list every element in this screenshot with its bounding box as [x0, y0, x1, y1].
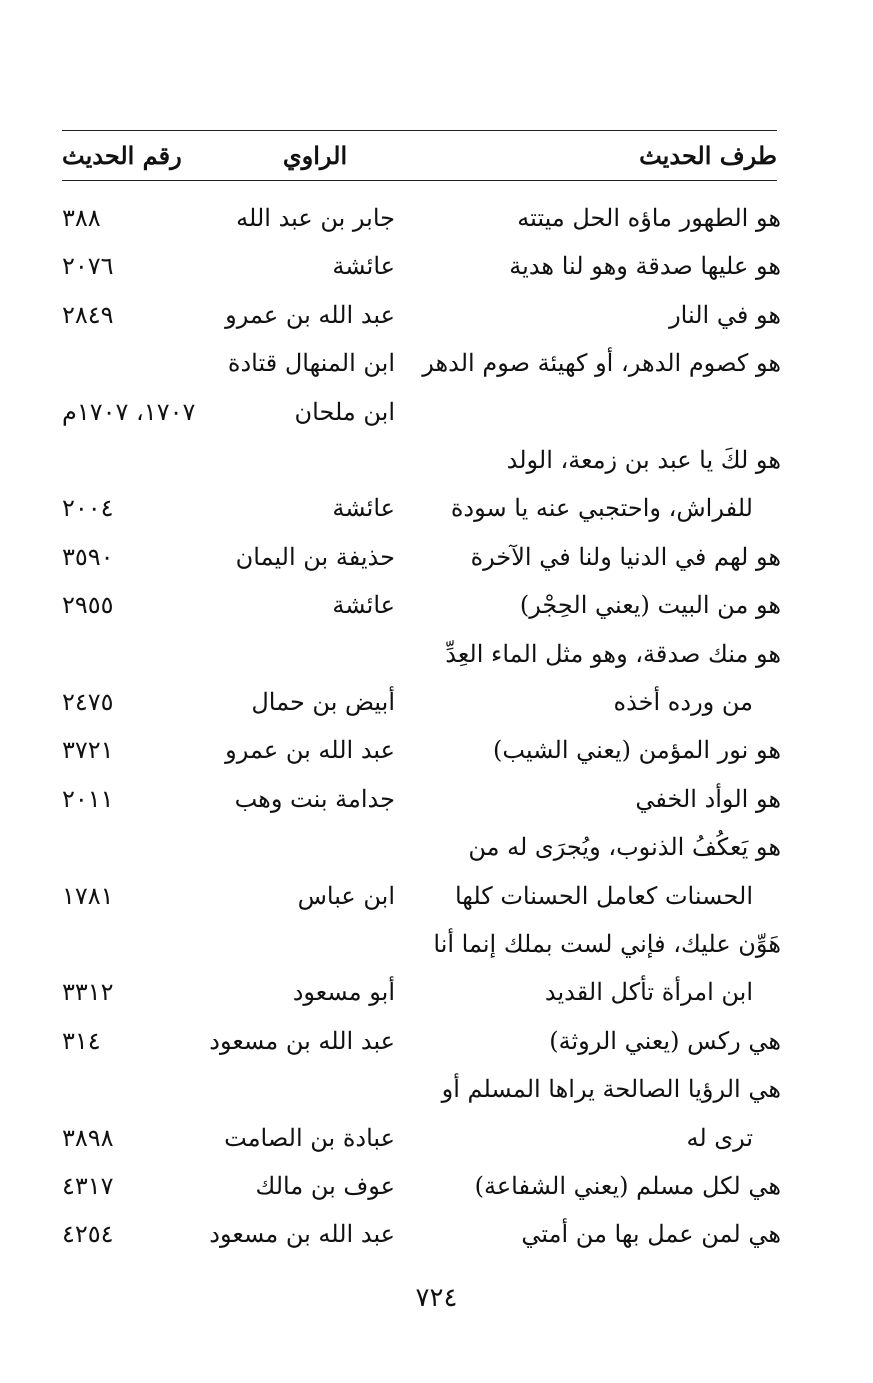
hadith-number: ٣٨٨ [62, 204, 101, 232]
table-row [0, 775, 873, 823]
table-row [0, 1017, 873, 1065]
hadith-number [62, 920, 232, 968]
hadith-number [62, 1065, 232, 1113]
hadith-number: ٣٥٩٠ [62, 542, 114, 571]
hadith-number [62, 823, 232, 871]
narrator-name: عبادة بن الصامت [224, 1123, 395, 1152]
narrator-name: عائشة [332, 591, 395, 620]
hadith-number [62, 436, 232, 484]
narrator-name: عوف بن مالك [255, 1172, 395, 1200]
hadith-text: هو في النار [669, 300, 781, 329]
hadith-text: هي لكل مسلم (يعني الشفاعة) [474, 1172, 781, 1200]
hadith-text: هو عليها صدقة وهو لنا هدية [509, 252, 781, 281]
narrator-name: أبيض بن حمال [251, 688, 395, 716]
narrator-name: عبد الله بن مسعود [209, 1220, 395, 1249]
table-row [0, 1065, 873, 1113]
table-row [0, 291, 873, 339]
page-number: ٧٢٤ [415, 1283, 458, 1313]
narrator-name: عائشة [332, 494, 395, 523]
table-row [0, 630, 873, 678]
hadith-number [62, 630, 232, 678]
hadith-text: للفراش، واحتجبي عنه يا سودة [450, 494, 753, 523]
hadith-text: الحسنات كعامل الحسنات كلها [454, 881, 753, 910]
narrator-name: عبد الله بن عمرو [225, 736, 395, 765]
header-top-rule [62, 130, 777, 131]
table-row [0, 533, 873, 581]
hadith-text: هو يَعكُفُ الذنوب، ويُجرَى له من [468, 833, 781, 862]
hadith-text: هي ركس (يعني الروثة) [549, 1026, 781, 1055]
narrator-name: عبد الله بن عمرو [225, 300, 395, 329]
hadith-text: هو نور المؤمن (يعني الشيب) [492, 736, 781, 765]
hadith-number: ٣٧٢١ [62, 736, 114, 765]
hadith-text: من ورده أخذه [613, 688, 753, 716]
narrator-name: ابن ملحان [294, 397, 395, 426]
hadith-text: هو الوأد الخفي [635, 784, 781, 813]
header-bottom-rule [62, 180, 777, 181]
hadith-text: هو من البيت (يعني الحِجْر) [519, 591, 781, 620]
hadith-text: ابن امرأة تأكل القديد [544, 978, 753, 1007]
narrator-name: ابن المنهال قتادة [227, 349, 395, 378]
hadith-number: ٢٨٤٩ [62, 300, 114, 329]
hadith-number: ٢٩٥٥ [62, 591, 114, 620]
hadith-text: هو لكَ يا عبد بن زمعة، الولد [506, 446, 781, 474]
hadith-number: ١٧٨١ [62, 881, 114, 910]
narrator-name: ابن عباس [297, 881, 395, 910]
hadith-text: هو الطهور ماؤه الحل ميتته [517, 204, 781, 232]
hadith-number [62, 339, 232, 387]
table-row [0, 436, 873, 484]
hadith-text: هَوِّن عليك، فإني لست بملك إنما أنا [433, 930, 781, 958]
table-row [0, 1210, 873, 1258]
table-row [0, 968, 873, 1016]
narrator-name: أبو مسعود [292, 978, 395, 1007]
hadith-text: هو كصوم الدهر، أو كهيئة صوم الدهر [422, 349, 781, 378]
table-row [0, 339, 873, 387]
hadith-text: هو لهم في الدنيا ولنا في الآخرة [470, 542, 781, 571]
narrator-name: عبد الله بن مسعود [209, 1026, 395, 1055]
hadith-number: ٢٠٧٦ [62, 252, 114, 281]
hadith-number: ٢٠٠٤ [62, 494, 114, 523]
hadith-text: هو منك صدقة، وهو مثل الماء العِدِّ [445, 639, 781, 668]
hadith-number: ٤٣١٧ [62, 1172, 114, 1200]
column-header-narrator: الراوي [282, 141, 348, 170]
narrator-name: حذيفة بن اليمان [235, 542, 395, 571]
table-row [0, 388, 873, 436]
hadith-number: ٣٣١٢ [62, 978, 114, 1007]
table-row [0, 581, 873, 629]
table-row [0, 1114, 873, 1162]
hadith-number: ٤٢٥٤ [62, 1220, 114, 1249]
narrator-name: جدامة بنت وهب [234, 784, 395, 813]
table-row [0, 678, 873, 726]
hadith-text: هي لمن عمل بها من أمتي [521, 1220, 781, 1249]
column-header-number: رقم الحديث [62, 141, 182, 170]
hadith-number: ٣٨٩٨ [62, 1123, 114, 1152]
table-row [0, 726, 873, 774]
narrator-name: جابر بن عبد الله [236, 204, 395, 232]
hadith-text [401, 388, 781, 436]
hadith-text: ترى له [686, 1123, 753, 1152]
hadith-text: هي الرؤيا الصالحة يراها المسلم أو [441, 1075, 781, 1104]
table-row [0, 484, 873, 532]
column-header-hadith: طرف الحديث [639, 141, 777, 170]
table-row [0, 920, 873, 968]
hadith-number: ١٧٠٧، ١٧٠٧م [62, 397, 196, 426]
narrator-name: عائشة [332, 252, 395, 281]
hadith-number: ٣١٤ [62, 1026, 101, 1055]
table-row [0, 1162, 873, 1210]
table-row [0, 242, 873, 290]
table-row [0, 872, 873, 920]
hadith-number: ٢٠١١ [62, 784, 114, 813]
hadith-number: ٢٤٧٥ [62, 688, 114, 716]
table-row [0, 194, 873, 242]
table-row [0, 823, 873, 871]
